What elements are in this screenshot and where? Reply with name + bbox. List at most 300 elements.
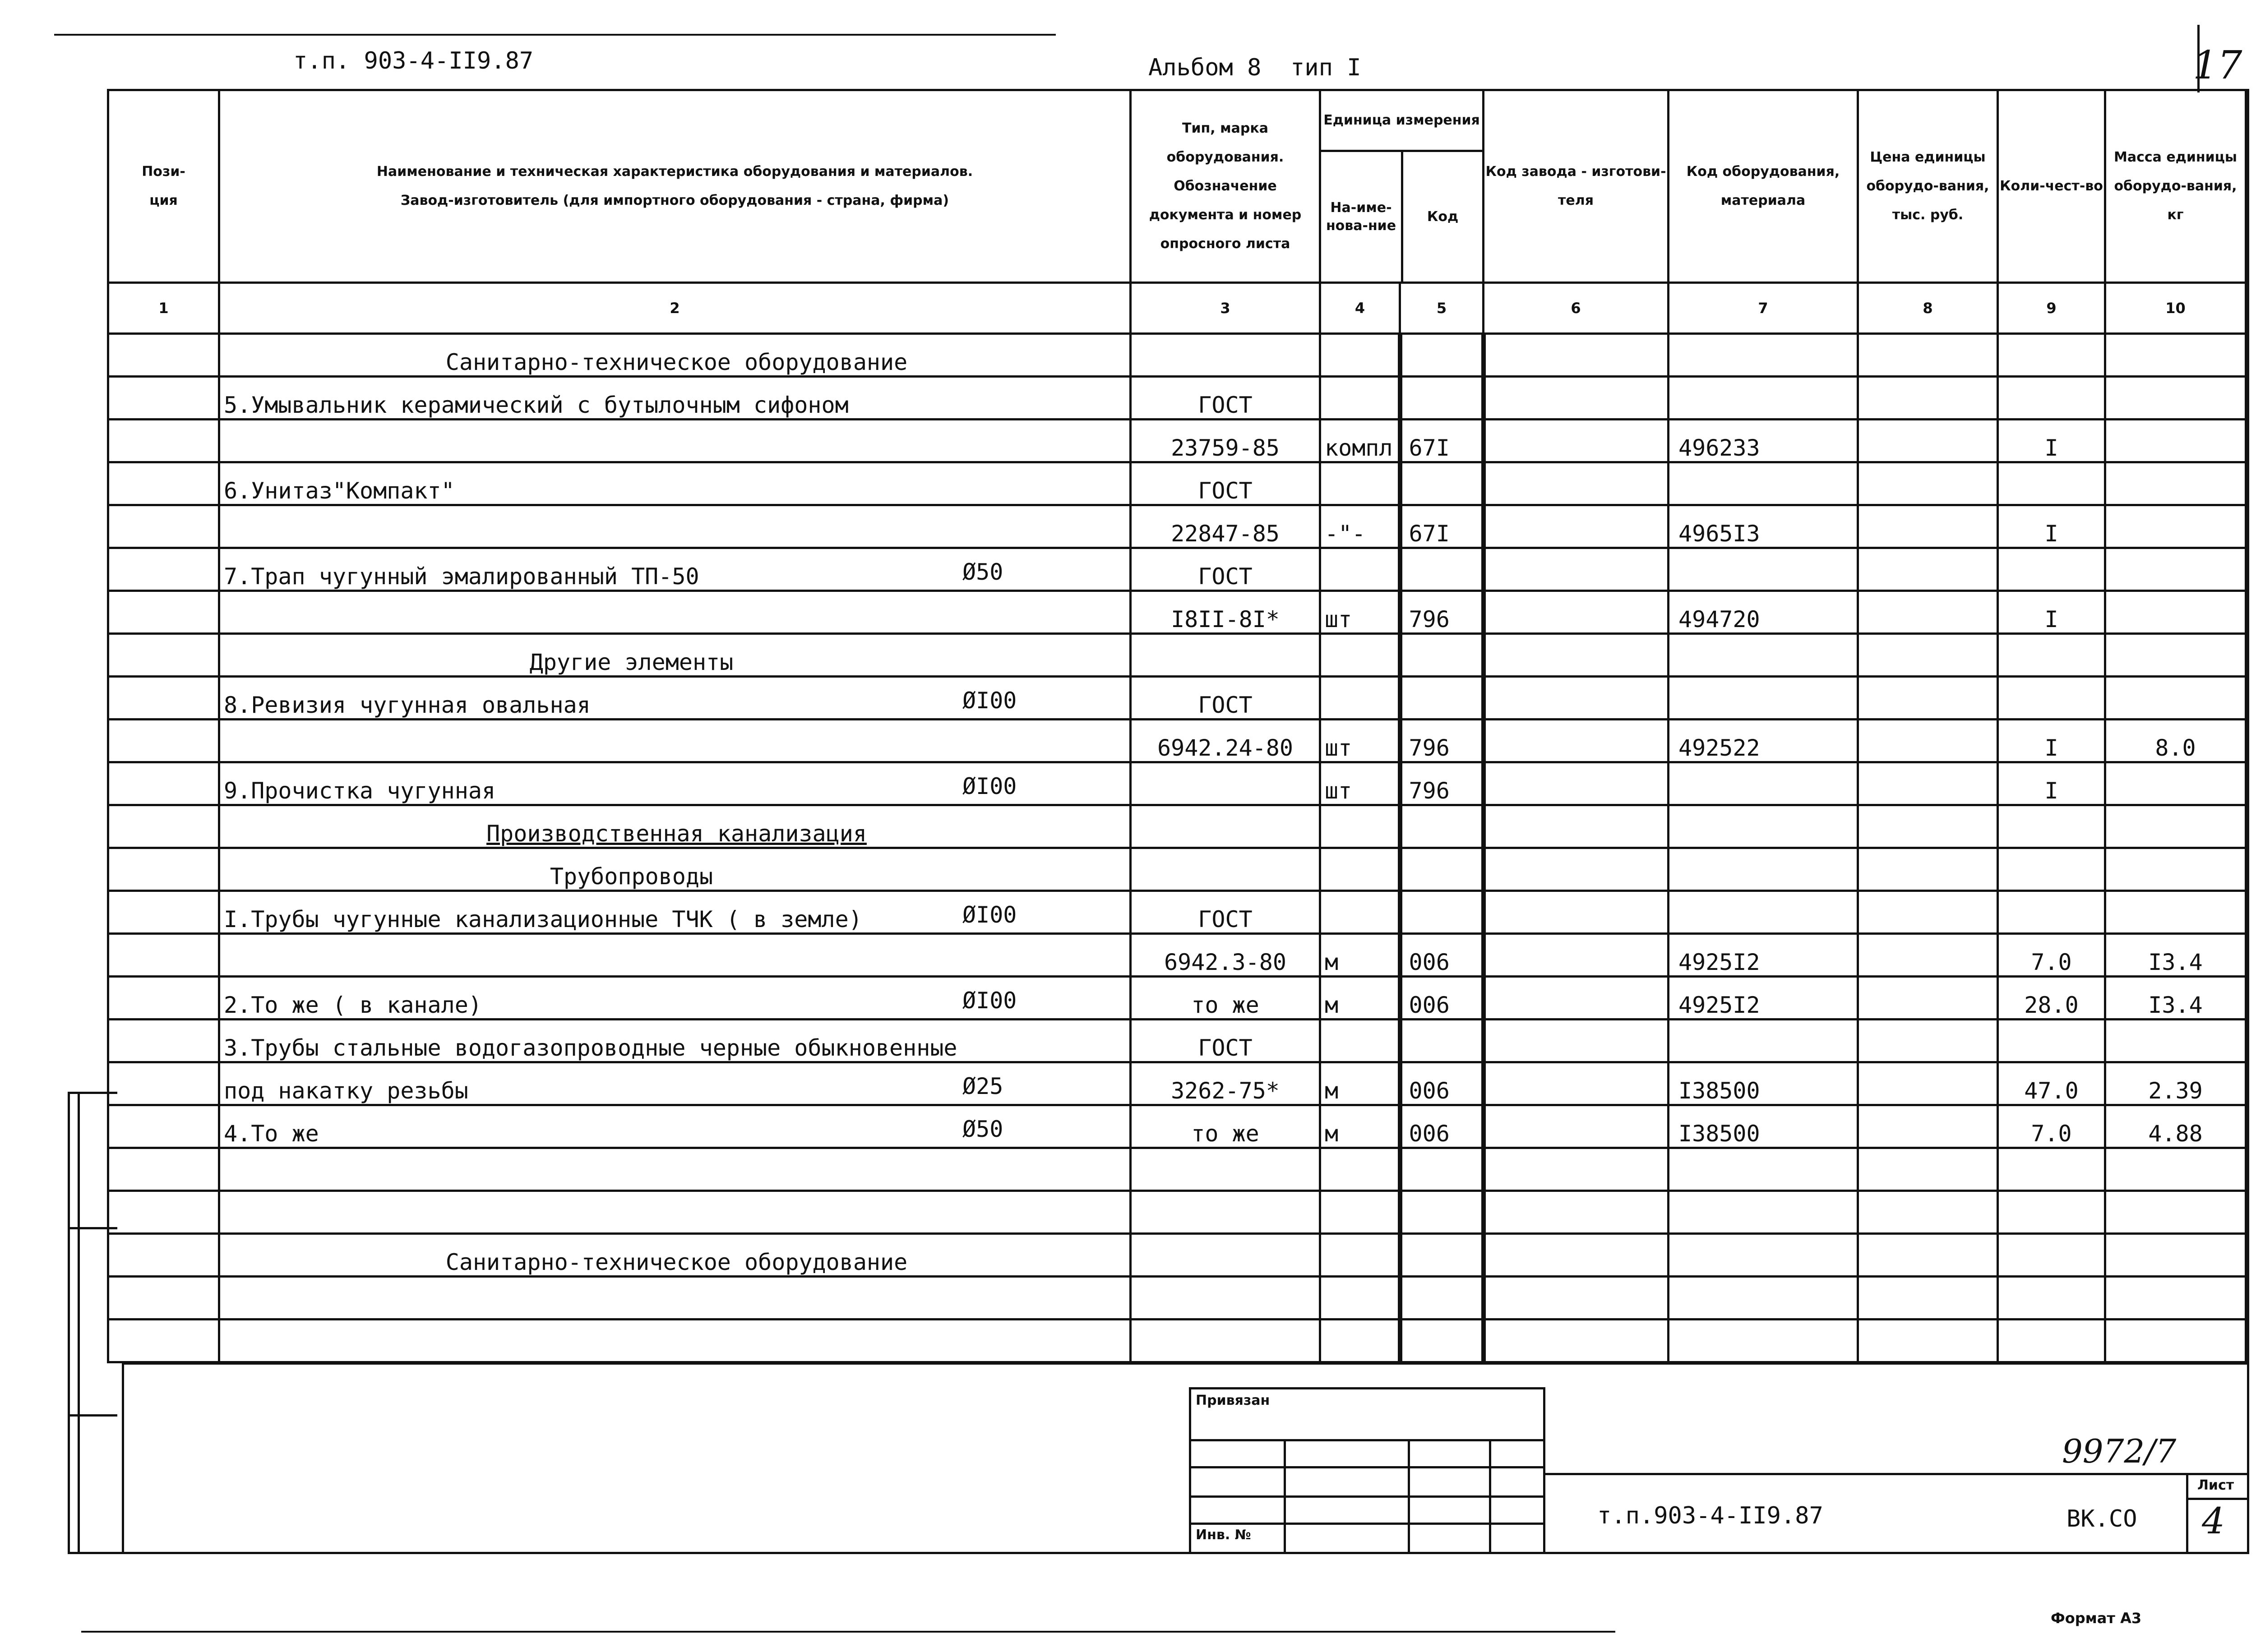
mass-cell [2105,634,2246,677]
position-cell [108,1148,219,1191]
name-cell [219,634,1131,677]
frame-left [122,1362,124,1552]
name-cell [219,934,1131,977]
position-cell [108,1277,219,1320]
item-name: Санитарно-техническое оборудование [445,349,908,375]
item-name: 3.Трубы стальные водогазопроводные черные обыкновенные [224,1035,957,1061]
qty-cell: 7.0 [1998,1105,2105,1148]
type-cell: 22847-85 [1131,505,1320,548]
specification-table [107,89,2247,1363]
type-cell: I8II-8I* [1131,591,1320,634]
item-name: под накатку резьбы [224,1078,468,1104]
qty-cell: I [1998,591,2105,634]
material-code-cell [1669,1277,1858,1320]
unit-code-cell [1400,891,1484,934]
type-cell: ГОСТ [1131,1020,1320,1062]
factory-code-cell [1484,805,1669,848]
unit-cell: компл [1320,420,1400,462]
price-cell [1858,1234,1998,1277]
mass-cell [2105,591,2246,634]
name-cell [219,1320,1131,1362]
name-cell [219,677,1131,720]
mass-cell: 8.0 [2105,720,2246,762]
diameter-value: Ø25 [962,1073,1003,1099]
factory-code-cell [1484,1234,1669,1277]
col-factory-code-header: Код завода - изготови-теля [1484,90,1669,283]
material-code-cell [1669,677,1858,720]
position-cell [108,677,219,720]
qty-cell [1998,805,2105,848]
type-cell [1131,762,1320,805]
factory-code-cell [1484,334,1669,377]
price-cell [1858,1320,1998,1362]
unit-cell [1320,1320,1400,1362]
material-code-cell [1669,1020,1858,1062]
price-cell [1858,1105,1998,1148]
material-code-cell: I38500 [1669,1062,1858,1105]
material-code-cell [1669,1320,1858,1362]
price-cell [1858,1277,1998,1320]
mass-cell [2105,462,2246,505]
unit-code-cell [1400,634,1484,677]
unit-code-cell: 796 [1400,762,1484,805]
unit-cell: шт [1320,762,1400,805]
material-code-cell: 492522 [1669,720,1858,762]
factory-code-cell [1484,1191,1669,1234]
name-cell [219,462,1131,505]
col-num: 7 [1669,283,1858,334]
unit-code-cell [1400,377,1484,420]
table-row [108,548,2246,591]
factory-code-cell [1484,462,1669,505]
qty-cell: 7.0 [1998,934,2105,977]
table-row [108,634,2246,677]
price-cell [1858,420,1998,462]
unit-code-cell: 67I [1400,420,1484,462]
col-name-header [219,90,1131,283]
qty-cell [1998,1191,2105,1234]
qty-cell [1998,377,2105,420]
item-name: Санитарно-техническое оборудование [445,1249,908,1275]
mass-cell [2105,677,2246,720]
factory-code-cell [1484,548,1669,591]
material-code-cell [1669,548,1858,591]
item-name: 5.Умывальник керамический с бутылочным сифоном [224,392,849,418]
qty-cell: I [1998,505,2105,548]
mass-cell [2105,891,2246,934]
unit-code-cell [1400,805,1484,848]
inventory-label: Инв. № [1196,1527,1251,1543]
table-row [108,1191,2246,1234]
format-label: Формат А3 [2051,1610,2142,1627]
mass-cell [2105,1148,2246,1191]
unit-cell: м [1320,934,1400,977]
material-code-cell [1669,377,1858,420]
qty-cell: I [1998,420,2105,462]
type-label: тип I [1290,54,1361,81]
factory-code-cell [1484,1105,1669,1148]
factory-code-cell [1484,377,1669,420]
qty-cell [1998,848,2105,891]
name-cell [219,1020,1131,1062]
type-cell [1131,848,1320,891]
mass-cell [2105,1191,2246,1234]
table-row [108,377,2246,420]
qty-cell: 47.0 [1998,1062,2105,1105]
name-cell [219,977,1131,1020]
table-row [108,934,2246,977]
type-cell: ГОСТ [1131,891,1320,934]
diameter-value: ØI00 [962,988,1017,1014]
unit-code-cell: 006 [1400,1105,1484,1148]
position-cell [108,720,219,762]
mass-cell [2105,1234,2246,1277]
mass-cell: I3.4 [2105,934,2246,977]
material-code-cell: 4925I2 [1669,934,1858,977]
unit-code-cell [1400,548,1484,591]
type-cell [1131,1191,1320,1234]
mass-cell [2105,762,2246,805]
factory-code-cell [1484,934,1669,977]
name-cell [219,1105,1131,1148]
qty-cell [1998,1277,2105,1320]
factory-code-cell [1484,1320,1669,1362]
item-name: 4.То же [224,1121,319,1147]
frame-bottom [122,1362,2249,1365]
col-unit-code-header: Код [1427,208,1459,225]
unit-cell [1320,634,1400,677]
item-name: 9.Прочистка чугунная [224,778,496,804]
position-cell [108,1062,219,1105]
type-cell: ГОСТ [1131,548,1320,591]
unit-code-cell: 006 [1400,934,1484,977]
qty-cell [1998,1020,2105,1062]
qty-cell [1998,891,2105,934]
item-name: 8.Ревизия чугунная овальная [224,692,591,718]
unit-code-cell: 796 [1400,720,1484,762]
doc-code-header: т.п. 903-4-II9.87 [293,47,534,74]
unit-code-cell [1400,677,1484,720]
position-cell [108,934,219,977]
item-name: 6.Унитаз"Компакт" [224,478,455,504]
unit-code-cell [1400,848,1484,891]
unit-code-cell [1400,1320,1484,1362]
name-cell [219,1148,1131,1191]
unit-cell [1320,1148,1400,1191]
drawing-mark: ВК.СО [2066,1505,2137,1532]
col-type-header: Тип, марка оборудования. Обозначение документа и номер опросного листа [1131,90,1320,283]
price-cell [1858,377,1998,420]
table-row [108,977,2246,1020]
table-row [108,334,2246,377]
position-cell [108,334,219,377]
factory-code-cell [1484,505,1669,548]
unit-code-cell: 796 [1400,591,1484,634]
mass-cell [2105,848,2246,891]
table-row [108,762,2246,805]
position-cell [108,591,219,634]
position-cell [108,548,219,591]
material-code-cell: 496233 [1669,420,1858,462]
material-code-cell: 4925I2 [1669,977,1858,1020]
table-row [108,462,2246,505]
type-cell [1131,1277,1320,1320]
type-cell: 6942.3-80 [1131,934,1320,977]
name-cell [219,1234,1131,1277]
qty-cell [1998,334,2105,377]
name-cell [219,377,1131,420]
col-num: 8 [1858,283,1998,334]
material-code-cell [1669,1191,1858,1234]
mass-cell [2105,1320,2246,1362]
unit-code-cell [1400,1148,1484,1191]
unit-cell [1320,1020,1400,1062]
position-cell [108,505,219,548]
unit-group-header: Единица измерения [1321,91,1482,152]
unit-cell [1320,334,1400,377]
unit-cell [1320,1234,1400,1277]
unit-code-cell [1400,1020,1484,1062]
type-cell: то же [1131,977,1320,1020]
factory-code-cell [1484,762,1669,805]
item-name: Производственная канализация [486,821,867,847]
unit-cell: -"- [1320,505,1400,548]
material-code-cell [1669,805,1858,848]
type-cell [1131,1148,1320,1191]
sheet-number: 4 [2202,1500,2225,1542]
unit-cell [1320,805,1400,848]
col-price-header: Цена единицы оборудо-вания, тыс. руб. [1858,90,1998,283]
diameter-value: ØI00 [962,688,1017,714]
factory-code-cell [1484,1277,1669,1320]
position-cell [108,848,219,891]
material-code-cell [1669,891,1858,934]
col-num: 4 [1320,283,1400,334]
position-cell [108,805,219,848]
table-row [108,677,2246,720]
linked-label: Привязан [1196,1393,1270,1408]
col-num: 10 [2105,283,2246,334]
name-cell [219,1062,1131,1105]
name-cell [219,548,1131,591]
unit-code-cell: 67I [1400,505,1484,548]
position-cell [108,1020,219,1062]
unit-cell [1320,1277,1400,1320]
name-cell [219,762,1131,805]
qty-cell: I [1998,762,2105,805]
unit-code-cell [1400,1191,1484,1234]
unit-cell [1320,462,1400,505]
type-cell [1131,1320,1320,1362]
name-cell [219,505,1131,548]
material-code-cell: 4965I3 [1669,505,1858,548]
name-cell [219,1191,1131,1234]
title-block [1189,1387,2249,1554]
type-cell: 3262-75* [1131,1062,1320,1105]
price-cell [1858,462,1998,505]
table-row [108,505,2246,548]
price-cell [1858,677,1998,720]
material-code-cell [1669,634,1858,677]
factory-code-cell [1484,420,1669,462]
unit-cell [1320,677,1400,720]
mass-cell: 4.88 [2105,1105,2246,1148]
price-cell [1858,848,1998,891]
unit-cell [1320,377,1400,420]
sheet-label: Лист [2197,1477,2234,1493]
top-rule [54,34,1056,36]
col-mass-header: Масса единицы оборудо-вания, кг [2105,90,2246,283]
type-cell: 23759-85 [1131,420,1320,462]
table-row [108,891,2246,934]
price-cell [1858,891,1998,934]
handwritten-page-number: 17 [2193,43,2242,88]
diameter-value: ØI00 [962,902,1017,928]
qty-cell: 28.0 [1998,977,2105,1020]
mass-cell [2105,334,2246,377]
mass-cell [2105,805,2246,848]
table-body [108,334,2246,1362]
position-cell [108,1191,219,1234]
price-cell [1858,505,1998,548]
factory-code-cell [1484,977,1669,1020]
type-cell: то же [1131,1105,1320,1148]
type-cell [1131,334,1320,377]
table-row [108,1277,2246,1320]
item-name: 7.Трап чугунный эмалированный ТП-50 [224,563,699,590]
mass-cell [2105,420,2246,462]
col-material-code-header: Код оборудования, материала [1669,90,1858,283]
col-num: 3 [1131,283,1320,334]
factory-code-cell [1484,848,1669,891]
unit-code-cell [1400,1234,1484,1277]
qty-cell [1998,548,2105,591]
price-cell [1858,591,1998,634]
mass-cell [2105,377,2246,420]
unit-cell: м [1320,977,1400,1020]
factory-code-cell [1484,634,1669,677]
col-num: 2 [219,283,1131,334]
unit-cell [1320,1191,1400,1234]
table-row [108,1020,2246,1062]
mass-cell [2105,548,2246,591]
mass-cell [2105,1277,2246,1320]
qty-cell [1998,677,2105,720]
unit-cell [1320,891,1400,934]
type-cell [1131,634,1320,677]
material-code-cell [1669,848,1858,891]
factory-code-cell [1484,591,1669,634]
item-name: 2.То же ( в канале) [224,992,482,1018]
col-qty-header: Коли-чест-во [1998,90,2105,283]
diameter-value: Ø50 [962,559,1003,585]
unit-code-cell [1400,462,1484,505]
table-row [108,1148,2246,1191]
col-position-header: Пози- ция [108,90,219,283]
position-cell [108,634,219,677]
type-cell [1131,1234,1320,1277]
price-cell [1858,805,1998,848]
mass-cell: I3.4 [2105,977,2246,1020]
price-cell [1858,1062,1998,1105]
bottom-rule [81,1631,1615,1633]
type-cell: ГОСТ [1131,677,1320,720]
qty-cell [1998,1320,2105,1362]
qty-cell [1998,1148,2105,1191]
position-cell [108,891,219,934]
factory-code-cell [1484,677,1669,720]
unit-cell [1320,848,1400,891]
material-code-cell [1669,1148,1858,1191]
position-cell [108,462,219,505]
album-label: Альбом 8 [1148,54,1262,81]
col-num: 9 [1998,283,2105,334]
unit-code-cell: 006 [1400,977,1484,1020]
price-cell [1858,334,1998,377]
qty-cell [1998,1234,2105,1277]
price-cell [1858,634,1998,677]
table-row [108,1234,2246,1277]
col-num: 5 [1400,283,1484,334]
type-cell: 6942.24-80 [1131,720,1320,762]
frame-right [2247,89,2249,1553]
type-cell: ГОСТ [1131,377,1320,420]
factory-code-cell [1484,1148,1669,1191]
handwritten-number: 9972/7 [2062,1432,2177,1470]
name-cell [219,591,1131,634]
type-cell [1131,805,1320,848]
unit-cell: шт [1320,591,1400,634]
position-cell [108,420,219,462]
table-row [108,848,2246,891]
position-cell [108,977,219,1020]
material-code-cell [1669,462,1858,505]
material-code-cell: I38500 [1669,1105,1858,1148]
price-cell [1858,934,1998,977]
name-cell [219,334,1131,377]
name-cell [219,848,1131,891]
table-row [108,805,2246,848]
table-row [108,1062,2246,1105]
factory-code-cell [1484,891,1669,934]
price-cell [1858,762,1998,805]
factory-code-cell [1484,1020,1669,1062]
price-cell [1858,548,1998,591]
unit-cell: м [1320,1062,1400,1105]
material-code-cell: 494720 [1669,591,1858,634]
unit-cell [1320,548,1400,591]
price-cell [1858,1148,1998,1191]
price-cell [1858,720,1998,762]
col-num: 6 [1484,283,1669,334]
name-cell [219,420,1131,462]
mass-cell [2105,505,2246,548]
name-cell [219,805,1131,848]
qty-cell [1998,462,2105,505]
diameter-value: Ø50 [962,1116,1003,1142]
footer-doc-code: т.п.903-4-II9.87 [1597,1502,1823,1529]
col-unit-name-header: На-име-нова-ние [1321,152,1403,281]
name-cell [219,1277,1131,1320]
material-code-cell [1669,762,1858,805]
material-code-cell [1669,1234,1858,1277]
qty-cell [1998,634,2105,677]
price-cell [1858,1191,1998,1234]
unit-code-cell [1400,334,1484,377]
table-row [108,1105,2246,1148]
item-name: Другие элементы [529,649,734,675]
position-cell [108,1234,219,1277]
